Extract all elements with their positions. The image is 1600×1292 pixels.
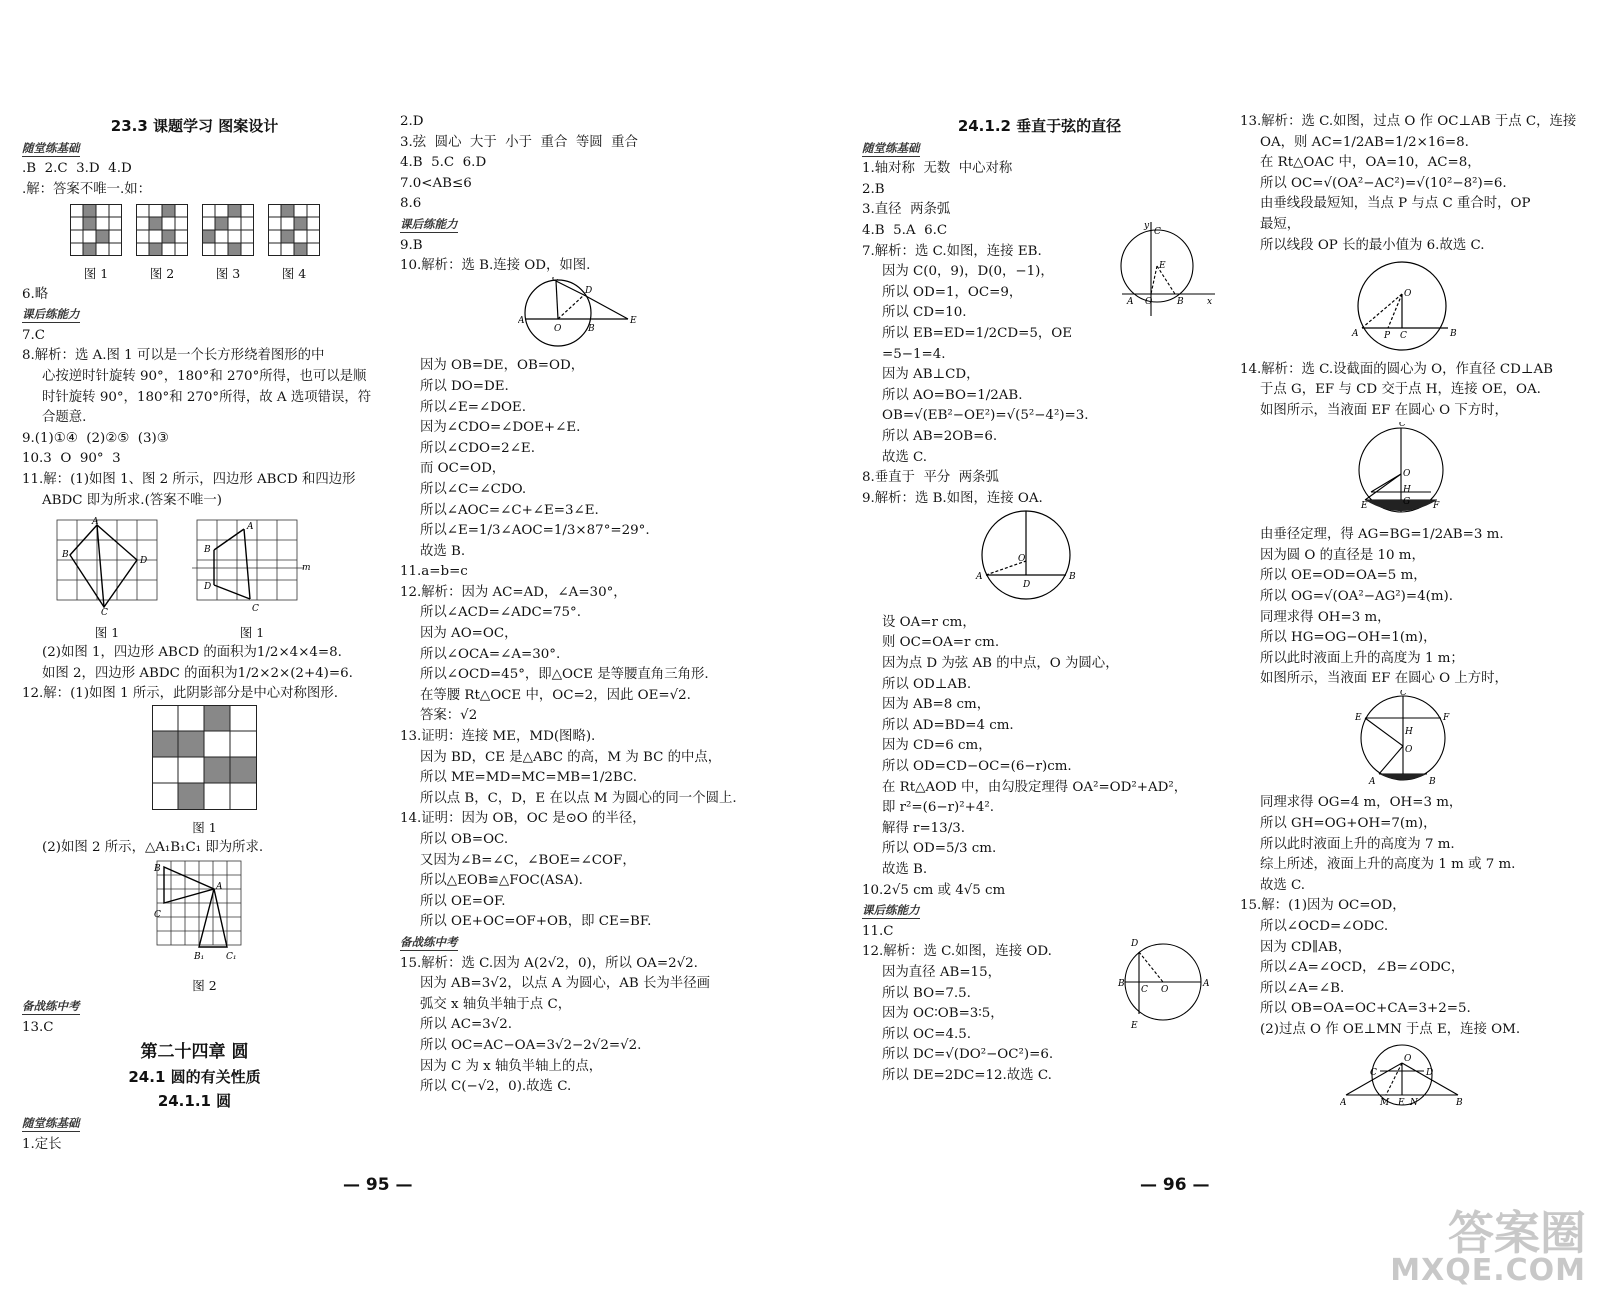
solution-line: 14.证明：因为 OB，OC 是⊙O 的半径， (400, 811, 646, 827)
pattern-figure (136, 204, 188, 284)
solution-line: 于点 G，EF 与 CD 交于点 H，连接 OE，OA. (1260, 382, 1541, 398)
solution-line: OA，则 AC=1/2AB=1/2×16=8. (1260, 134, 1469, 150)
solution-line: 因为 OC∶OB=3∶5， (882, 1006, 1004, 1022)
pattern-figure (268, 204, 320, 284)
answer-line: 11.a=b=c (400, 564, 468, 580)
svg-text:A: A (1352, 329, 1359, 340)
solution-line: 所以∠AOC=∠C+∠E=3∠E. (420, 502, 599, 518)
svg-text:B: B (1177, 296, 1184, 307)
svg-text:E: E (630, 315, 637, 326)
svg-text:A: A (976, 572, 983, 583)
solution-line: 如图所示，当液面 EF 在圆心 O 上方时， (1260, 671, 1508, 687)
solution-line: 故选 B. (882, 862, 928, 877)
answer-line: 9.(1)①④ (2)②⑤ (3)③ (22, 430, 169, 446)
solution-line: 所以 CD=10. (882, 305, 967, 321)
svg-text:H: H (1403, 484, 1411, 495)
section-tag: 随堂练基础 (22, 1116, 80, 1130)
solution-line: 所以 EB=ED=1/2CD=5，OE (882, 325, 1073, 341)
solution-line: 即 r²=(6−r)²+4². (882, 800, 994, 816)
circle-figure-q9 (974, 509, 1217, 613)
solution-line: 因为 BD，CE 是△ABC 的高，M 为 BC 的中点， (420, 749, 722, 765)
svg-text:D: D (585, 285, 593, 296)
page-number-right-value: 96 (1162, 1175, 1187, 1195)
svg-text:B: B (1450, 329, 1457, 340)
svg-text:C (1022, 509, 1029, 512)
solution-line: 所以 OC=√(OA²−AC²)=√(10²−8²)=6. (1260, 175, 1507, 191)
answer-line: 时针旋转 90°，180°和 270°所得，故 A 选项错误，符 (42, 389, 372, 405)
svg-text:E: E (1159, 260, 1166, 271)
solution-line: 所以 OC=4.5. (882, 1026, 972, 1042)
solution-line: 所以 OE+OC=OF+OB，即 CE=BF. (420, 914, 652, 930)
answer-line: .解：答案不唯一.如： (22, 181, 152, 197)
solution-line: 答案：√2 (420, 708, 478, 724)
section-tag: 课后练能力 (22, 307, 80, 322)
svg-text:F: F (1433, 500, 1440, 511)
circle-figure-q12 (1117, 938, 1217, 1028)
answer-line: 9.解析：选 B.如图，连接 OA. (862, 490, 1043, 506)
solution-line: 因为 AO=OC， (420, 626, 518, 642)
svg-text:G: G (1403, 496, 1411, 507)
svg-text:O: O (1404, 1053, 1412, 1064)
answer-line: 13.C (22, 1019, 54, 1035)
solution-line: 15.解：(1)因为 OC=OD， (1240, 898, 1406, 914)
svg-text:B: B (204, 545, 211, 556)
watermark-top: 答案圈 (1448, 1206, 1586, 1260)
svg-text:O: O (1405, 744, 1413, 755)
solution-line: 所以 AC=3√2. (420, 1017, 513, 1033)
svg-text:C: C (154, 909, 161, 920)
svg-text:E: E (1361, 500, 1368, 511)
solution-line: 所以此时液面上升的高度为 1 m； (1260, 650, 1464, 666)
watermark (1390, 1206, 1586, 1288)
solution-line: 因为直径 AB=15， (882, 964, 1001, 980)
answer-line: 8.解析：选 A.图 1 可以是一个长方形绕着图形的中 (22, 348, 325, 364)
quadrilateral-figures (52, 515, 367, 643)
svg-text:x: x (1207, 296, 1213, 307)
solution-line: 所以∠ACD=∠ADC=75°. (420, 605, 581, 621)
solution-line: 所以 C(−√2，0).故选 C. (420, 1079, 572, 1095)
solution-line: 所以 BO=7.5. (882, 985, 971, 1001)
svg-text:O: O (1403, 468, 1411, 479)
svg-text:D: D (204, 582, 212, 593)
solution-line: 因为圆 O 的直径是 10 m， (1260, 547, 1425, 563)
solution-line: 7.解析：选 C.如图，连接 EB. (862, 243, 1042, 259)
svg-text:A: A (92, 517, 99, 528)
section-tag: 备战练中考 (22, 999, 80, 1014)
svg-text:B: B (1429, 776, 1436, 786)
svg-text:C: C (552, 276, 559, 284)
answer-line: 10.解析：选 B.连接 OD，如图. (400, 258, 591, 274)
subsection-title: 24.1 圆的有关性质 (128, 1067, 261, 1086)
solution-line: 故选 C. (1260, 877, 1306, 893)
svg-text:D: D (140, 556, 148, 567)
svg-text:C: C (1141, 985, 1148, 996)
svg-text:P: P (1384, 331, 1391, 342)
solution-line: OB=√(EB²−OE²)=√(5²−4²)=3. (882, 408, 1089, 424)
answer-line: 4.B 5.A 6.C (862, 222, 948, 238)
solution-line: 所以 OD=5/3 cm. (882, 841, 997, 857)
section-tag: 随堂练基础 (22, 140, 80, 155)
page-number-left-value: 95 (365, 1175, 390, 1195)
solution-line: 同理求得 OG=4 m，OH=3 m， (1260, 795, 1463, 811)
answer-line: 1.定长 (22, 1136, 62, 1152)
circle-figure-q14-below (1355, 422, 1585, 526)
svg-text:B₁: B₁ (194, 951, 205, 962)
svg-text:A: A (1203, 979, 1210, 990)
figure-caption: 图 2 (192, 978, 217, 994)
svg-text:C: C (101, 608, 108, 616)
svg-text:C: C (1400, 689, 1407, 698)
figure-caption: 图 4 (281, 265, 307, 281)
grid-pattern-3 (202, 204, 254, 256)
section-tag: 课后练能力 (862, 903, 920, 918)
solution-line: 因为 C 为 x 轴负半轴上的点， (420, 1058, 603, 1074)
answer-line: 6.略 (22, 286, 49, 302)
svg-text:H: H (1405, 726, 1413, 737)
pattern-figures (70, 204, 367, 284)
column-3 (862, 112, 1217, 1087)
solution-line: 所以∠A=∠OCD，∠B=∠ODC， (1260, 960, 1465, 976)
solution-line: 所以 AD=BD=4 cm. (882, 717, 1014, 733)
answer-line: ABDC 即为所求.(答案不唯一) (42, 492, 222, 508)
solution-line: 由垂线段最短知，当点 P 与点 C 重合时，OP (1260, 196, 1531, 212)
section-title-23-3: 23.3 课题学习 图案设计 (110, 117, 279, 135)
circle-figure-q14-above (1355, 690, 1585, 794)
svg-text:M: M (1380, 1097, 1390, 1107)
svg-text:B: B (1118, 979, 1125, 990)
svg-text:C: C (1154, 226, 1161, 237)
quadrilateral-figure-2 (192, 515, 312, 643)
svg-text:F: F (1443, 712, 1450, 723)
solution-line: 12.解析：选 C.如图，连接 OD. (862, 944, 1052, 960)
answer-line: (2)如图 2 所示，△A₁B₁C₁ 即为所求. (42, 840, 264, 856)
svg-text:D: D (1426, 1067, 1434, 1078)
svg-text:C: C (1370, 1067, 1377, 1078)
solution-line: 在 Rt△OAC 中，OA=10，AC=8， (1260, 155, 1481, 171)
answer-line: 心按逆时针旋转 90°，180°和 270°所得，也可以是顺 (42, 368, 367, 384)
quadrilateral-figure-1 (52, 515, 162, 643)
solution-line: 所以 OC=AC−OA=3√2−2√2=√2. (420, 1037, 642, 1053)
solution-line: 所以 DE=2DC=12.故选 C. (882, 1067, 1052, 1083)
column-1 (22, 112, 372, 1155)
solution-line: 13.解析：选 C.如图，过点 O 作 OC⊥AB 于点 C，连接 (1240, 114, 1577, 129)
circle-figure-q10 (518, 277, 800, 357)
solution-line: 所以∠E=∠DOE. (420, 399, 526, 415)
answer-line: 11.解：(1)如图 1、图 2 所示，四边形 ABCD 和四边形 (22, 471, 356, 487)
answer-line: 合题意. (42, 410, 87, 426)
svg-text:C: C (1400, 331, 1407, 342)
solution-line: 所以 GH=OG+OH=7(m)， (1260, 816, 1437, 832)
solution-line: 因为 CD∥AB， (1260, 939, 1352, 955)
svg-text:B: B (154, 863, 161, 874)
column-2 (400, 112, 800, 1098)
solution-line: 因为 OB=DE，OB=OD， (420, 358, 585, 374)
answer-line: 2.B (862, 181, 885, 197)
solution-line: 所以 DC=√(DO²−OC²)=6. (882, 1047, 1054, 1063)
figure-caption: 图 1 (239, 624, 265, 640)
solution-line: 最短， (1260, 216, 1301, 232)
pattern-figure (202, 204, 254, 284)
section-tag: 随堂练基础 (862, 140, 920, 155)
svg-text:O: O (1018, 554, 1026, 565)
solution-line: 所以 OD=1，OC=9， (882, 284, 1023, 300)
solution-line: 15.解析：选 C.因为 A(2√2，0)，所以 OA=2√2. (400, 955, 698, 971)
answer-line: 10.2√5 cm 或 4√5 cm (862, 882, 1006, 898)
solution-line: 所以此时液面上升的高度为 7 m. (1260, 836, 1455, 852)
answer-line: 12.解：(1)如图 1 所示，此阴影部分是中心对称图形. (22, 686, 338, 702)
svg-text:A: A (216, 881, 223, 892)
svg-text:B: B (1069, 572, 1076, 583)
solution-line: 所以 OE=OF. (420, 893, 506, 909)
circle-figure-q13 (1340, 256, 1585, 360)
svg-text:C: C (252, 604, 259, 615)
solution-line: 因为 AB⊥CD， (882, 367, 980, 383)
solution-line: 因为 AB=3√2，以点 A 为圆心，AB 长为半径画 (420, 976, 710, 992)
solution-line: 所以 OD=CD−OC=(6−r)cm. (882, 759, 1072, 775)
subsection-title: 24.1.1 圆 (157, 1092, 232, 1111)
solution-line: 所以∠OCD=∠ODC. (1260, 919, 1389, 935)
solution-line: 由垂径定理，得 AG=BG=1/2AB=3 m. (1260, 527, 1504, 543)
solution-line: 在 Rt△AOD 中，由勾股定理得 OA²=OD²+AD²， (882, 779, 1188, 795)
answer-line: (2)如图 1，四边形 ABCD 的面积为1/2×4×4=8. (42, 645, 342, 661)
svg-text:A: A (1127, 296, 1134, 307)
answer-line: 7.0<AB≤6 (400, 175, 472, 191)
solution-line: 所以 OB=OC. (420, 832, 509, 847)
svg-text:O: O (1161, 985, 1169, 996)
solution-line: 所以 AB=2OB=6. (882, 428, 998, 444)
svg-text:C₁: C₁ (226, 951, 237, 962)
solution-line: 因为 C(0，9)，D(0，−1)， (882, 264, 1054, 280)
svg-text:D: D (1131, 939, 1139, 950)
solution-line: 所以 ME=MD=MC=MB=1/2BC. (420, 770, 638, 786)
svg-text:O: O (1404, 289, 1412, 300)
answer-line: 3.直径 两条弧 (862, 202, 951, 218)
answer-line: 11.C (862, 923, 894, 939)
svg-text:C: C (1399, 421, 1406, 429)
svg-text:E: E (1131, 1021, 1138, 1029)
figure-caption: 图 1 (94, 624, 120, 640)
solution-line: 所以点 B，C，D，E 在以点 M 为圆心的同一个圆上. (420, 790, 737, 806)
svg-text:B: B (1456, 1097, 1463, 1107)
solution-line: 所以∠CDO=2∠E. (420, 440, 535, 456)
figure-caption: 图 3 (215, 265, 241, 281)
watermark-bottom: MXQE.COM (1390, 1253, 1586, 1288)
svg-text:O: O (1145, 296, 1153, 307)
answer-line: 10.3 O 90° 3 (22, 451, 121, 467)
grid-pattern-4 (268, 204, 320, 256)
solution-line: 故选 B. (420, 543, 466, 559)
solution-line: 13.证明：连接 ME，MD(图略). (400, 729, 596, 745)
grid-pattern-1 (70, 204, 122, 256)
solution-line: 故选 C. (882, 449, 928, 465)
svg-text:D: D (1023, 580, 1031, 591)
solution-line: 而 OC=OD， (420, 461, 506, 477)
solution-line: 所以 OG=√(OA²−AG²)=4(m). (1260, 588, 1454, 604)
solution-line: (2)过点 O 作 OE⊥MN 于点 E，连接 OM. (1260, 1022, 1521, 1037)
solution-line: 12.解析：因为 AC=AD，∠A=30°， (400, 584, 627, 600)
solution-line: 所以 DO=DE. (420, 378, 509, 394)
answer-line: 1.轴对称 无数 中心对称 (862, 161, 1013, 177)
figure-caption: 图 1 (192, 819, 217, 835)
answer-line: 9.B (400, 237, 423, 253)
svg-text:B: B (62, 550, 69, 561)
answer-line: 8.6 (400, 196, 422, 212)
figure-caption: 图 1 (83, 265, 109, 281)
solution-line: 所以∠OCD=45°，即△OCE 是等腰直角三角形. (420, 667, 709, 683)
solution-line: 所以 OB=OA=OC+CA=3+2=5. (1260, 1001, 1471, 1017)
solution-line: 所以 AO=BO=1/2AB. (882, 387, 1023, 403)
solution-line: 14.解析：选 C.设截面的圆心为 O，作直径 CD⊥AB (1240, 361, 1554, 377)
section-tag: 课后练能力 (400, 216, 458, 231)
solution-line: =5−1=4. (882, 346, 946, 362)
figure-caption: 图 2 (149, 265, 175, 281)
solution-line: 所以∠C=∠CDO. (420, 481, 527, 497)
solution-line: 则 OC=OA=r cm. (882, 635, 1000, 651)
section-tag: 备战练中考 (400, 934, 458, 949)
answer-line: 7.C (22, 327, 46, 343)
triangle-grid-figure (152, 859, 367, 997)
page-number-left: — 95 — (343, 1175, 413, 1195)
page-number-right: — 96 — (1140, 1175, 1210, 1195)
answer-line: 如图 2，四边形 ABDC 的面积为1/2×2×(2+4)=6. (42, 665, 353, 681)
circle-figure-q15 (1340, 1041, 1585, 1115)
answer-line: 4.B 5.C 6.D (400, 155, 487, 171)
section-title-24-1-2: 24.1.2 垂直于弦的直径 (957, 117, 1122, 135)
svg-text:A: A (1340, 1097, 1347, 1107)
symmetric-grid-figure (152, 705, 367, 838)
answer-line: 8.垂直于 平分 两条弧 (862, 470, 999, 486)
solution-line: 所以 OE=OD=OA=5 m， (1260, 568, 1427, 584)
solution-line: 设 OA=r cm， (882, 614, 976, 630)
solution-line: 又因为∠B=∠C，∠BOE=∠COF， (420, 852, 636, 868)
solution-line: 所以线段 OP 长的最小值为 6.故选 C. (1260, 237, 1485, 253)
answer-line: .B 2.C 3.D 4.D (22, 161, 132, 177)
column-4 (1240, 112, 1585, 1114)
solution-line: 因为∠CDO=∠DOE+∠E. (420, 420, 581, 436)
svg-text:E: E (1355, 712, 1362, 723)
pattern-figure (70, 204, 122, 284)
circle-figure-q7 (1117, 222, 1217, 322)
svg-text:A: A (518, 315, 525, 326)
svg-text:A: A (247, 522, 254, 533)
grid-pattern-2 (136, 204, 188, 256)
solution-line: 同理求得 OH=3 m， (1260, 609, 1391, 625)
solution-line: 所以∠E=1/3∠AOC=1/3×87°=29°. (420, 523, 650, 539)
solution-line: 因为 CD=6 cm， (882, 738, 992, 754)
solution-line: 在等腰 Rt△OCE 中，OC=2，因此 OE=√2. (420, 687, 691, 703)
svg-text:E: E (1398, 1097, 1405, 1107)
solution-line: 所以△EOB≌△FOC(ASA). (420, 873, 583, 889)
svg-text:O: O (554, 323, 562, 334)
solution-line: 所以∠A=∠B. (1260, 980, 1345, 996)
solution-line: 弧交 x 轴负半轴于点 C， (420, 996, 572, 1012)
svg-text:A: A (1369, 776, 1376, 786)
solution-line: 因为点 D 为弦 AB 的中点，O 为圆心， (882, 656, 1119, 672)
solution-line: 所以 OD⊥AB. (882, 676, 972, 692)
chapter-title: 第二十四章 圆 (140, 1042, 249, 1063)
solution-line: 所以∠OCA=∠A=30°. (420, 646, 561, 662)
q12-block (862, 939, 1217, 1086)
svg-text:B: B (588, 323, 595, 334)
solution-line: 所以 HG=OG−OH=1(m)， (1260, 630, 1437, 646)
solution-line: 解得 r=13/3. (882, 820, 965, 836)
solution-line: 综上所述，液面上升的高度为 1 m 或 7 m. (1260, 857, 1516, 873)
svg-text:N: N (1410, 1097, 1418, 1107)
answer-line: 3.弦 圆心 大于 小于 重合 等圆 重合 (400, 134, 638, 150)
solution-line: 如图所示，当液面 EF 在圆心 O 下方时， (1260, 402, 1508, 418)
solution-line: 因为 AB=8 cm， (882, 697, 991, 713)
svg-text:y: y (1144, 221, 1150, 231)
answer-line: 2.D (400, 114, 424, 129)
svg-text:m: m (302, 563, 311, 574)
